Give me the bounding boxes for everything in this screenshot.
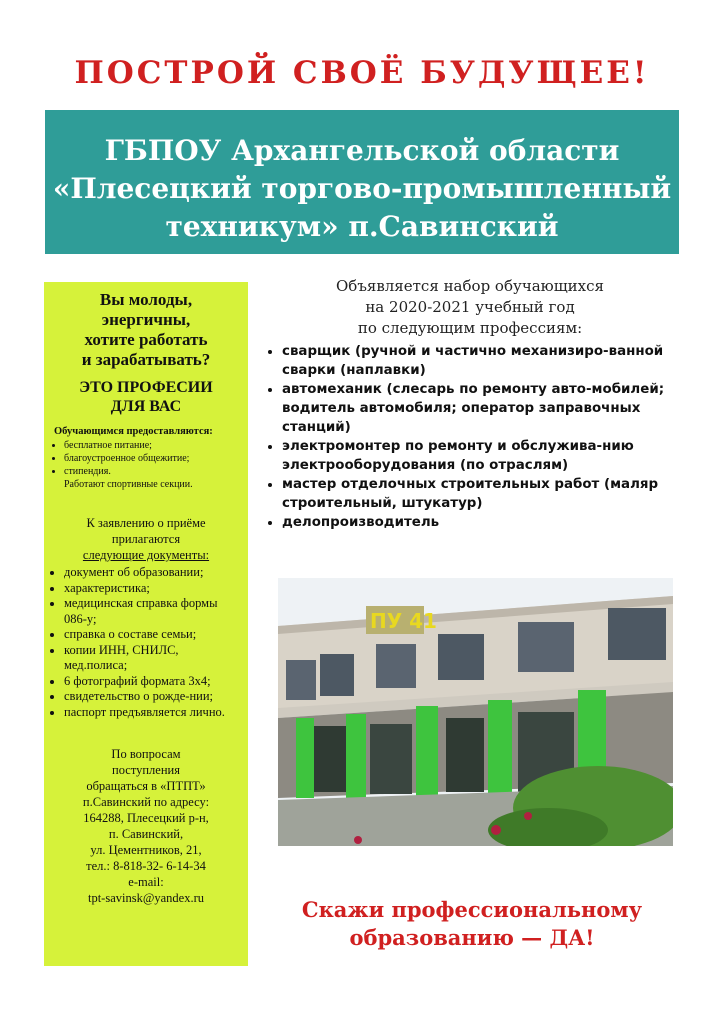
question-text (50, 290, 242, 370)
slogan-line: образованию — ДА! (349, 925, 595, 950)
documents-intro-line: К заявлению о приёме (86, 516, 206, 530)
contact-info (50, 746, 242, 906)
professions-for-you (50, 378, 242, 416)
contact-phone: тел.: 8-818-32- 6-14-34 (86, 859, 206, 873)
banner-line: техникум» п.Савинский (165, 210, 559, 243)
headline: ПОСТРОЙ СВОЁ БУДУЩЕЕ! (74, 55, 650, 91)
list-item: • свидетельство о рожде-нии; (64, 689, 242, 705)
contact-email[interactable]: tpt-savinsk@yandex.ru (87, 891, 204, 905)
profession-item: • электромонтер по ремонту и обслужива-нию электрооборудования (по отраслям) (282, 437, 702, 475)
profession-item: • сварщик (ручной и частично механизиро-ванной сварки (наплавки) (282, 342, 702, 380)
slogan-line: Скажи профессиональному (301, 897, 643, 922)
building-sign: ПУ 41 (370, 609, 437, 633)
enrollment-intro (280, 276, 660, 339)
contact-line: 164288, Плесецкий р-н, (83, 811, 209, 825)
banner-line: «Плесецкий торгово-промышленный (52, 172, 672, 205)
building-photo (278, 578, 673, 846)
contact-line: п.Савинский по адресу: (82, 795, 210, 809)
question-line: Вы молоды, (99, 290, 193, 309)
perks-title: Обучающимся предоставляются: (54, 426, 213, 437)
list-item: • 6 фотографий формата 3х4; (64, 674, 242, 690)
question-line: энергичны, (101, 310, 191, 329)
professions-line: ДЛЯ ВАС (110, 398, 182, 415)
intro-line: Объявляется набор обучающихся (335, 277, 605, 295)
list-item: • медицинская справка формы 086-у; (64, 596, 242, 627)
list-item: • характеристика; (64, 581, 242, 597)
contact-line: По вопросам (111, 747, 181, 761)
list-item: • копии ИНН, СНИЛС, мед.полиса; (64, 643, 242, 674)
documents-intro (50, 515, 242, 563)
contact-address-street: ул. Цементников, 21, (90, 843, 202, 857)
perks-list (50, 439, 242, 478)
list-item: • бесплатное питание; (64, 439, 242, 452)
contact-email-label: e-mail: (128, 875, 164, 889)
question-line: и зарабатывать? (81, 350, 211, 369)
documents-intro-line: прилагаются (111, 532, 181, 546)
list-item: • справка о составе семьи; (64, 627, 242, 643)
institution-banner (45, 110, 679, 254)
intro-line: по следующим профессиям: (357, 319, 583, 337)
banner-line: ГБПОУ Архангельской области (104, 134, 620, 167)
documents-intro-underlined: следующие документы: (82, 548, 210, 562)
list-item: • благоустроенное общежитие; (64, 452, 242, 465)
list-item: • документ об образовании; (64, 565, 242, 581)
question-line: хотите работать (84, 330, 208, 349)
info-sidebar (44, 282, 248, 966)
perks-note: Работают спортивные секции. (64, 479, 193, 490)
documents-list (50, 565, 242, 720)
contact-line: поступления (112, 763, 180, 777)
contact-line: обращаться в «ПТПТ» (86, 779, 206, 793)
list-item: • стипендия. (64, 465, 242, 478)
professions-list (262, 342, 702, 532)
profession-item: • мастер отделочных строительных работ (маляр строительный, штукатур) (282, 475, 702, 513)
list-item: • паспорт предъявляется лично. (64, 705, 242, 721)
slogan (262, 896, 682, 952)
contact-line: п. Савинский, (108, 827, 184, 841)
profession-item: • делопроизводитель (282, 513, 702, 532)
professions-line: ЭТО ПРОФЕСИИ (79, 379, 213, 396)
intro-line: на 2020-2021 учебный год (365, 298, 575, 316)
profession-item: • автомеханик (слесарь по ремонту авто-мобилей; водитель автомобиля; оператор заправочных станций) (282, 380, 702, 437)
